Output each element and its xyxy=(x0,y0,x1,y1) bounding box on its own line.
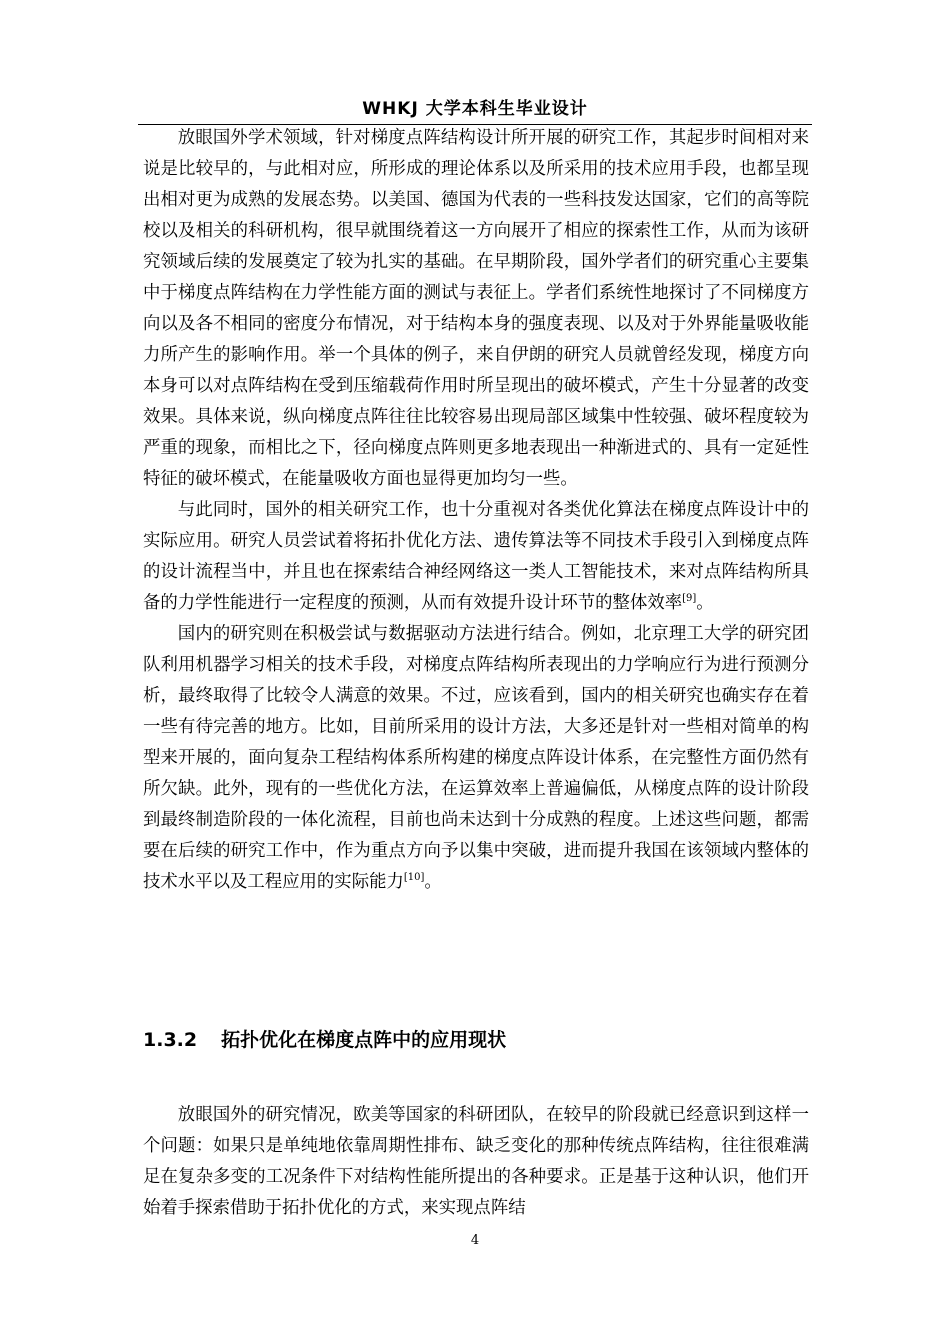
paragraph xyxy=(143,495,809,619)
paragraph xyxy=(143,1100,809,1224)
paragraph-end: 。 xyxy=(424,872,442,892)
header-title: WHKJ 大学本科生毕业设计 xyxy=(362,99,588,119)
body-text-block xyxy=(143,123,809,898)
paragraph-end: 。 xyxy=(696,593,714,613)
citation-marker: [9] xyxy=(682,593,697,605)
body-text-block xyxy=(143,1100,809,1224)
section-title: 拓扑优化在梯度点阵中的应用现状 xyxy=(221,1029,507,1051)
paragraph-text: 与此同时，国外的相关研究工作，也十分重视对各类优化算法在梯度点阵设计中的实际应用。研究人员尝试着将拓扑优化方法、遗传算法等不同技术手段引入到梯度点阵的设计流程当中，并且也在探索结合神经网络这一类人工智能技术，来对点阵结构所具备的力学性能进行一定程度的预测，从而有效提升设计环节的整体效率 xyxy=(143,500,809,613)
citation-marker: [10] xyxy=(403,872,425,884)
section-heading xyxy=(143,1026,506,1054)
section-number: 1.3.2 xyxy=(143,1029,198,1051)
paragraph-text: 放眼国外的研究情况，欧美等国家的科研团队，在较早的阶段就已经意识到这样一个问题：如果只是单纯地依靠周期性排布、缺乏变化的那种传统点阵结构，往往很难满足在复杂多变的工况条件下对结构性能所提出的各种要求。正是基于这种认识，他们开始着手探索借助于拓扑优化的方式，来实现点阵结 xyxy=(143,1105,809,1218)
paragraph xyxy=(143,123,809,495)
page-number: 4 xyxy=(470,1233,480,1248)
paragraph-text: 国内的研究则在积极尝试与数据驱动方法进行结合。例如，北京理工大学的研究团队利用机器学习相关的技术手段，对梯度点阵结构所表现出的力学响应行为进行预测分析，最终取得了比较令人满意的效果。不过，应该看到，国内的相关研究也确实存在着一些有待完善的地方。比如，目前所采用的设计方法，大多还是针对一些相对简单的构型来开展的，面向复杂工程结构体系所构建的梯度点阵设计体系，在完整性方面仍然有所欠缺。此外，现有的一些优化方法，在运算效率上普遍偏低，从梯度点阵的设计阶段到最终制造阶段的一体化流程，目前也尚未达到十分成熟的程度。上述这些问题，都需要在后续的研究工作中，作为重点方向予以集中突破，进而提升我国在该领域内整体的技术水平以及工程应用的实际能力 xyxy=(143,624,809,892)
paragraph-text: 放眼国外学术领域，针对梯度点阵结构设计所开展的研究工作，其起步时间相对来说是比较早的，与此相对应，所形成的理论体系以及所采用的技术应用手段，也都呈现出相对更为成熟的发展态势。以美国、德国为代表的一些科技发达国家，它们的高等院校以及相关的科研机构，很早就围绕着这一方向展开了相应的探索性工作，从而为该研究领域后续的发展奠定了较为扎实的基础。在早期阶段，国外学者们的研究重心主要集中于梯度点阵结构在力学性能方面的测试与表征上。学者们系统性地探讨了不同梯度方向以及各不相同的密度分布情况，对于结构本身的强度表现、以及对于外界能量吸收能力所产生的影响作用。举一个具体的例子，来自伊朗的研究人员就曾经发现，梯度方向本身可以对点阵结构在受到压缩载荷作用时所呈现出的破坏模式，产生十分显著的改变效果。具体来说，纵向梯度点阵往往比较容易出现局部区域集中性较强、破坏程度较为严重的现象，而相比之下，径向梯度点阵则更多地表现出一种渐进式的、具有一定延性特征的破坏模式，在能量吸收方面也显得更加均匀一些。 xyxy=(143,128,809,489)
paragraph xyxy=(143,619,809,898)
page-header xyxy=(138,98,812,125)
